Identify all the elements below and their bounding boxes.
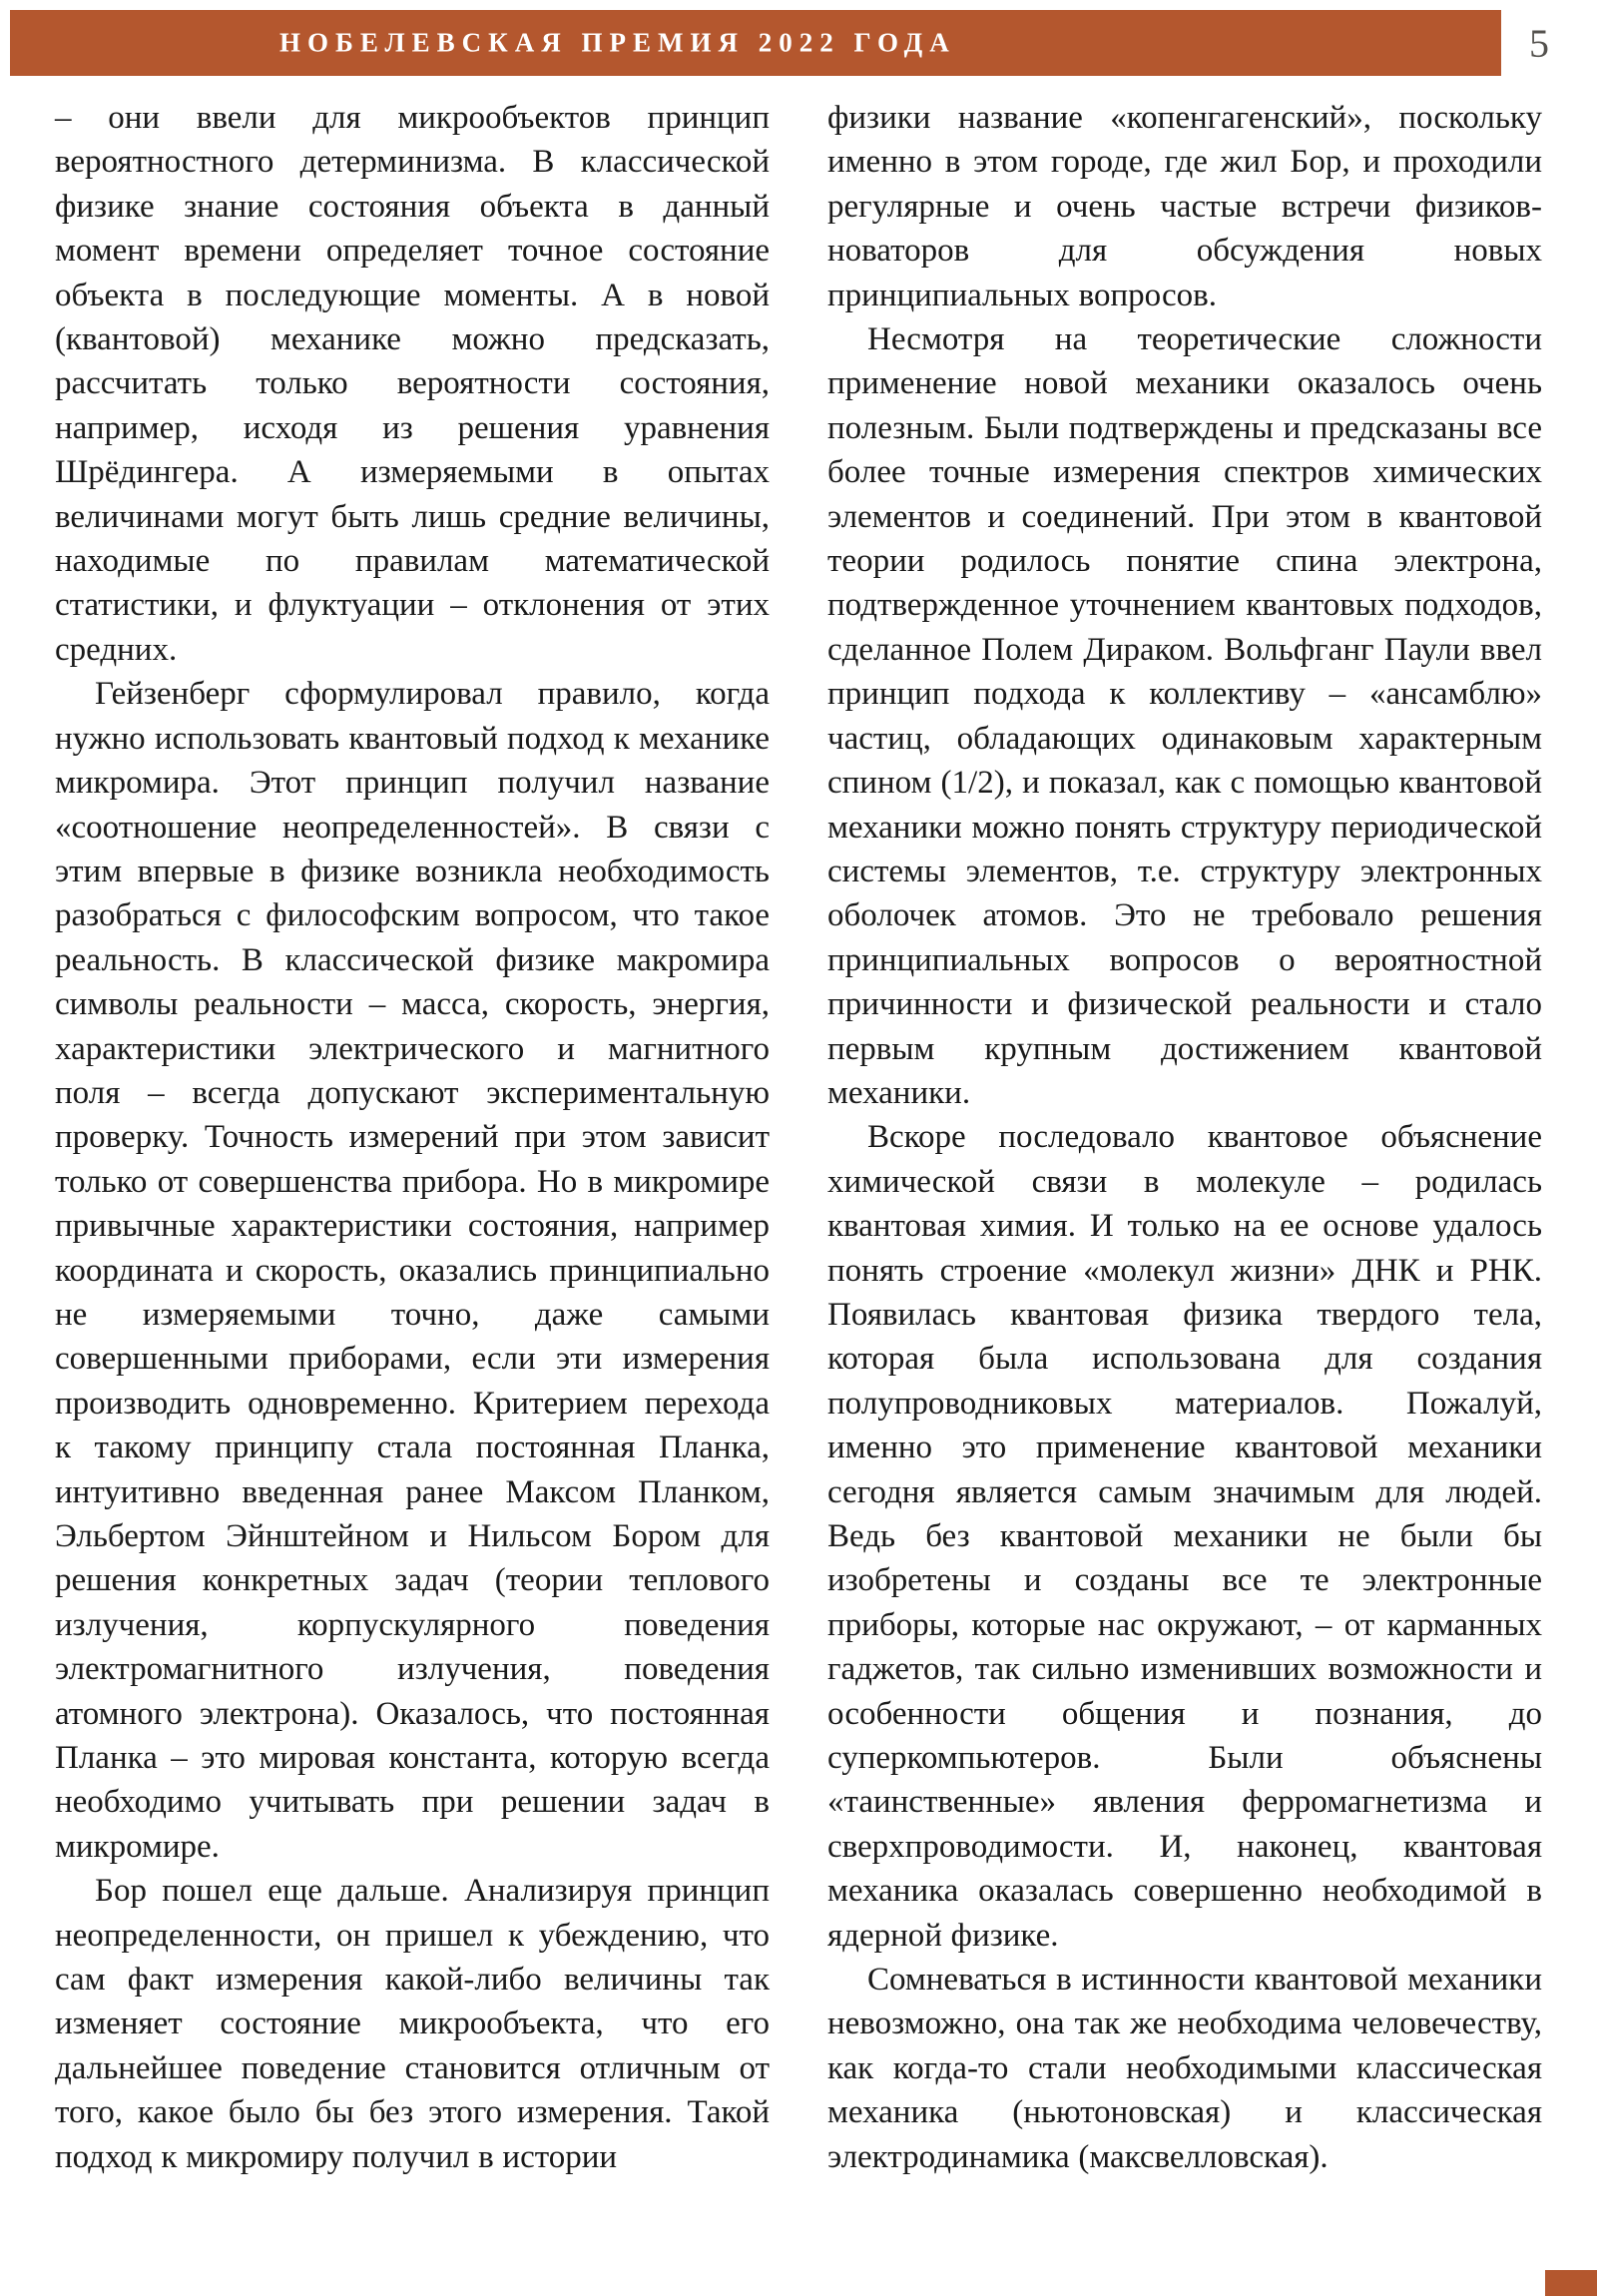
paragraph: Сомневаться в истинности квантовой механики невозможно, она так же необходима человечеству, как когда-то стали необходимыми классическая механика (ньютоновская) и классическая электродинамика (максвелловская). — [827, 1962, 1542, 2175]
header-bar — [10, 10, 1501, 76]
paragraph: Вскоре последовало квантовое объяснение химической связи в молекуле – родилась квантовая химия. И только на ее основе удалось понять строение «молекул жизни» ДНК и РНК. Появилась квантовая физика твердого тела, которая была использована для создания полупроводниковых материалов. Пожалуй, именно это применение квантовой механики сегодня является самым значимым для людей. Ведь без квантовой механики не были бы изобретены и созданы все те электронные приборы, которые нас окружают, – от карманных гаджетов, так сильно изменивших возможности и особенности общения и познания, до суперкомпьютеров. Были объяснены «таинственные» явления ферромагнетизма и сверхпроводимости. И, наконец, квантовая механика оказалась совершенно необходимой в ядерной физике. — [827, 1119, 1542, 1954]
paragraph: – они ввели для микрообъектов принцип вероятностного детерминизма. В классической физике знание состояния объекта в данный момент времени определяет точное состояние объекта в последующие моменты. А в новой (квантовой) механике можно предсказать, рассчитать только вероятности состояния, например, исходя из решения уравнения Шрёдингера. А измеряемыми в опытах величинами могут быть лишь средние величины, находимые по правилам математической статистики, и флуктуации – отклонения от этих средних. — [55, 100, 770, 668]
page-number: 5 — [1529, 21, 1549, 66]
corner-decoration — [1545, 2270, 1597, 2296]
paragraph: Гейзенберг сформулировал правило, когда нужно использовать квантовый подход к механике микромира. Этот принцип получил название «соотношение неопределенностей». В связи с этим впервые в физике возникла необходимость разобраться с философским вопросом, что такое реальность. В классической физике макромира символы реальности – масса, скорость, энергия, характеристики электрического и магнитного поля – всегда допускают экспериментальную проверку. Точность измерений при этом зависит только от совершенства прибора. Но в микромире привычные характеристики состояния, например координата и скорость, оказались принципиально не измеряемыми точно, даже самыми совершенными приборами, если эти измерения производить одновременно. Критерием перехода к такому принципу стала постоянная Планка, интуитивно введенная ранее Максом Планком, Эльбертом Эйнштейном и Нильсом Бором для решения конкретных задач (теории теплового излучения, корпускулярного поведения электромагнитного излучения, поведения атомного электрона). Оказалось, что постоянная Планка – это мировая константа, которую всегда необходимо учитывать при решении задач в микромире. — [55, 676, 770, 1865]
section-title: НОБЕЛЕВСКАЯ ПРЕМИЯ 2022 ГОДА — [279, 27, 956, 58]
paragraph: Несмотря на теоретические сложности применение новой механики оказалось очень полезным. Были подтверждены и предсказаны все более точные измерения спектров химических элементов и соединений. При этом в квантовой теории родилось понятие спина электрона, подтвержденное уточнением квантовых подходов, сделанное Полем Дираком. Вольфганг Паули ввел принцип подхода к коллективу – «ансамблю» частиц, обладающих одинаковым характерным спином (1/2), и показал, как с помощью квантовой механики можно понять структуру периодической системы элементов, т.е. структуру электронных оболочек атомов. Это не требовало решения принципиальных вопросов о вероятностной причинности и физической реальности и стало первым крупным достижением квантовой механики. — [827, 321, 1542, 1111]
right-column — [827, 96, 1542, 2282]
article-body — [55, 96, 1542, 2282]
paragraph: физики название «копенгагенский», поскольку именно в этом городе, где жил Бор, и проходили регулярные и очень частые встречи физиков-новаторов для обсуждения новых принципиальных вопросов. — [827, 100, 1542, 313]
left-column — [55, 96, 770, 2282]
paragraph: Бор пошел еще дальше. Анализируя принцип неопределенности, он пришел к убеждению, что сам факт измерения какой-либо величины так изменяет состояние микрообъекта, что его дальнейшее поведение становится отличным от того, какое было бы без этого измерения. Такой подход к микромиру получил в истории — [55, 1873, 770, 2175]
